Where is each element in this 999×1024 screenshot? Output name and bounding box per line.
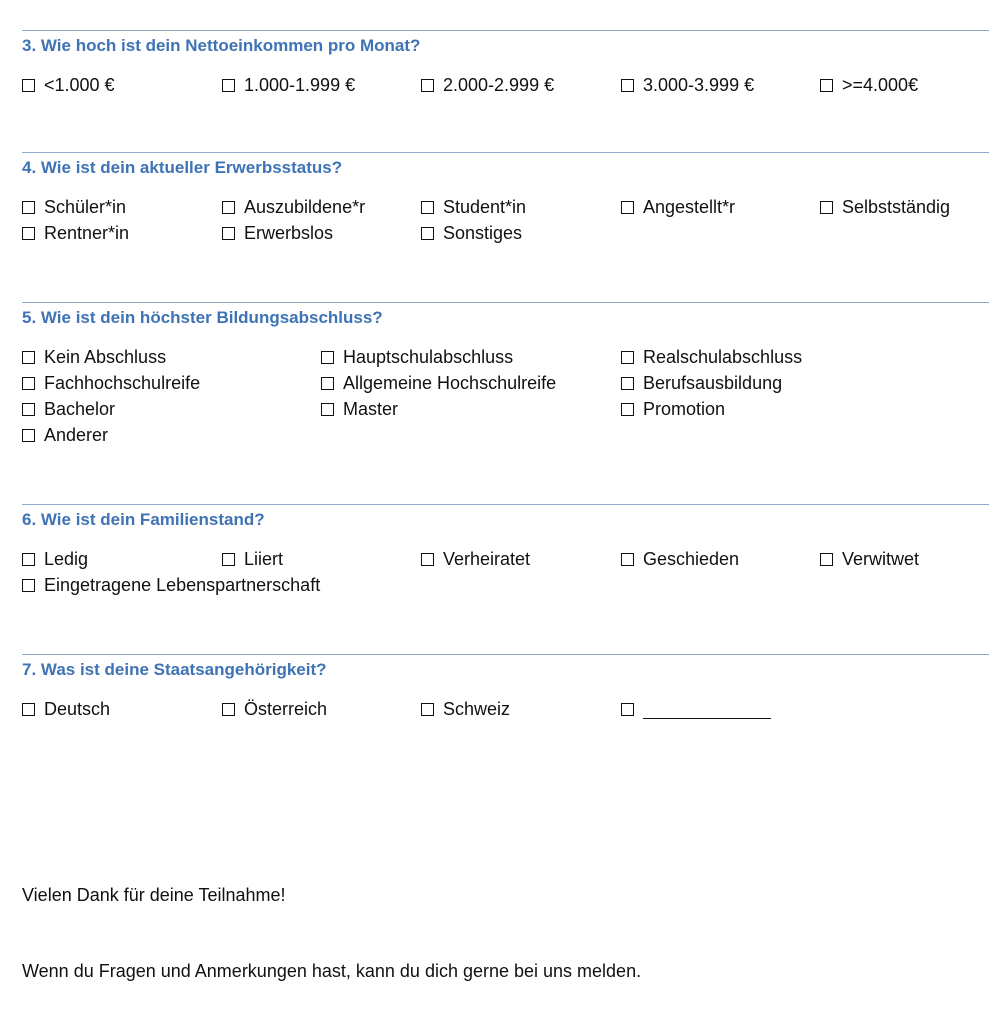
checkbox[interactable] — [22, 553, 35, 566]
checkbox[interactable] — [621, 351, 634, 364]
q4-option-selbststaendig[interactable] — [820, 194, 950, 220]
checkbox[interactable] — [22, 79, 35, 92]
option-label: Realschulabschluss — [643, 346, 803, 367]
checkbox[interactable] — [621, 403, 634, 416]
q7-option-other[interactable] — [621, 696, 771, 722]
q7-option-oesterreich[interactable] — [222, 696, 327, 722]
q5-option-bachelor[interactable] — [22, 396, 115, 422]
checkbox[interactable] — [222, 227, 235, 240]
checkbox[interactable] — [321, 377, 334, 390]
q5-option-kein-abschluss[interactable] — [22, 344, 166, 370]
option-label: Student*in — [443, 196, 527, 217]
option-label: Ledig — [44, 548, 89, 569]
checkbox[interactable] — [421, 227, 434, 240]
q6-option-geschieden[interactable] — [621, 546, 739, 572]
checkbox[interactable] — [22, 403, 35, 416]
q5-option-realschulabschluss[interactable] — [621, 344, 802, 370]
checkbox[interactable] — [222, 79, 235, 92]
option-label: 2.000-2.999 € — [443, 74, 555, 95]
checkbox[interactable] — [820, 201, 833, 214]
q7-option-deutsch[interactable] — [22, 696, 110, 722]
option-label: Allgemeine Hochschulreife — [343, 372, 557, 393]
q6-option-liiert[interactable] — [222, 546, 283, 572]
checkbox[interactable] — [321, 351, 334, 364]
option-label: Deutsch — [44, 698, 111, 719]
q5-option-promotion[interactable] — [621, 396, 725, 422]
q4-option-auszubildende[interactable] — [222, 194, 365, 220]
q3-option-under-1000[interactable] — [22, 72, 115, 98]
checkbox[interactable] — [621, 79, 634, 92]
option-label: Erwerbslos — [244, 222, 334, 243]
question-3-title: 3. Wie hoch ist dein Nettoeinkommen pro Monat? — [22, 36, 421, 55]
q4-option-schueler[interactable] — [22, 194, 126, 220]
checkbox[interactable] — [222, 703, 235, 716]
option-label: Schüler*in — [44, 196, 127, 217]
option-label: Hauptschulabschluss — [343, 346, 514, 367]
option-label: Schweiz — [443, 698, 511, 719]
q4-option-angestellt[interactable] — [621, 194, 735, 220]
option-label: Österreich — [244, 698, 328, 719]
q4-option-erwerbslos[interactable] — [222, 220, 333, 246]
option-label: Fachhochschulreife — [44, 372, 201, 393]
question-7-title: 7. Was ist deine Staatsangehörigkeit? — [22, 660, 327, 679]
question-5-title: 5. Wie ist dein höchster Bildungsabschluss? — [22, 308, 383, 327]
option-label: Verwitwet — [842, 548, 920, 569]
q4-option-sonstiges[interactable] — [421, 220, 522, 246]
checkbox[interactable] — [621, 377, 634, 390]
checkbox[interactable] — [321, 403, 334, 416]
option-label: Selbstständig — [842, 196, 951, 217]
q6-option-lebenspartnerschaft[interactable] — [22, 572, 320, 598]
checkbox[interactable] — [621, 201, 634, 214]
section-divider — [22, 302, 989, 303]
checkbox[interactable] — [222, 201, 235, 214]
q5-option-allgemeine-hochschulreife[interactable] — [321, 370, 556, 396]
checkbox[interactable] — [621, 703, 634, 716]
option-label: Anderer — [44, 424, 109, 445]
option-label: Sonstiges — [443, 222, 523, 243]
q5-option-hauptschulabschluss[interactable] — [321, 344, 513, 370]
checkbox[interactable] — [820, 79, 833, 92]
contact-text: Wenn du Fragen und Anmerkungen hast, kann du dich gerne bei uns melden. — [22, 961, 642, 981]
section-divider — [22, 30, 989, 31]
option-label: Bachelor — [44, 398, 116, 419]
checkbox[interactable] — [22, 579, 35, 592]
q7-option-schweiz[interactable] — [421, 696, 510, 722]
other-nationality-blank-field[interactable] — [643, 700, 771, 719]
option-label: Eingetragene Lebenspartnerschaft — [44, 574, 321, 595]
q3-option-1000-1999[interactable] — [222, 72, 355, 98]
option-label: Liiert — [244, 548, 284, 569]
checkbox[interactable] — [22, 703, 35, 716]
section-divider — [22, 504, 989, 505]
q6-option-verwitwet[interactable] — [820, 546, 919, 572]
q3-option-3000-3999[interactable] — [621, 72, 754, 98]
q3-option-over-4000[interactable] — [820, 72, 918, 98]
section-divider — [22, 654, 989, 655]
option-label: 3.000-3.999 € — [643, 74, 755, 95]
question-6-title: 6. Wie ist dein Familienstand? — [22, 510, 265, 529]
q3-option-2000-2999[interactable] — [421, 72, 554, 98]
checkbox[interactable] — [421, 553, 434, 566]
question-4-title: 4. Wie ist dein aktueller Erwerbsstatus? — [22, 158, 343, 177]
option-label: Berufsausbildung — [643, 372, 783, 393]
q6-option-verheiratet[interactable] — [421, 546, 530, 572]
q5-option-berufsausbildung[interactable] — [621, 370, 782, 396]
section-divider — [22, 152, 989, 153]
option-label: Kein Abschluss — [44, 346, 167, 367]
option-label: Master — [343, 398, 399, 419]
option-label: Auszubildene*r — [244, 196, 366, 217]
checkbox[interactable] — [22, 351, 35, 364]
checkbox[interactable] — [22, 429, 35, 442]
checkbox[interactable] — [820, 553, 833, 566]
q5-option-fachhochschulreife[interactable] — [22, 370, 200, 396]
checkbox[interactable] — [421, 703, 434, 716]
option-label: 1.000-1.999 € — [244, 74, 356, 95]
q4-option-rentner[interactable] — [22, 220, 129, 246]
option-label: Rentner*in — [44, 222, 130, 243]
option-label: Angestellt*r — [643, 196, 736, 217]
option-label: Geschieden — [643, 548, 740, 569]
checkbox[interactable] — [621, 553, 634, 566]
checkbox[interactable] — [421, 201, 434, 214]
option-label: <1.000 € — [44, 74, 115, 95]
q6-option-ledig[interactable] — [22, 546, 88, 572]
q5-option-anderer[interactable] — [22, 422, 108, 448]
option-label: >=4.000€ — [842, 74, 919, 95]
thank-you-text: Vielen Dank für deine Teilnahme! — [22, 885, 286, 905]
checkbox[interactable] — [22, 201, 35, 214]
checkbox[interactable] — [22, 227, 35, 240]
option-label: Promotion — [643, 398, 726, 419]
option-label: Verheiratet — [443, 548, 531, 569]
checkbox[interactable] — [222, 553, 235, 566]
checkbox[interactable] — [421, 79, 434, 92]
checkbox[interactable] — [22, 377, 35, 390]
q5-option-master[interactable] — [321, 396, 398, 422]
q4-option-student[interactable] — [421, 194, 526, 220]
